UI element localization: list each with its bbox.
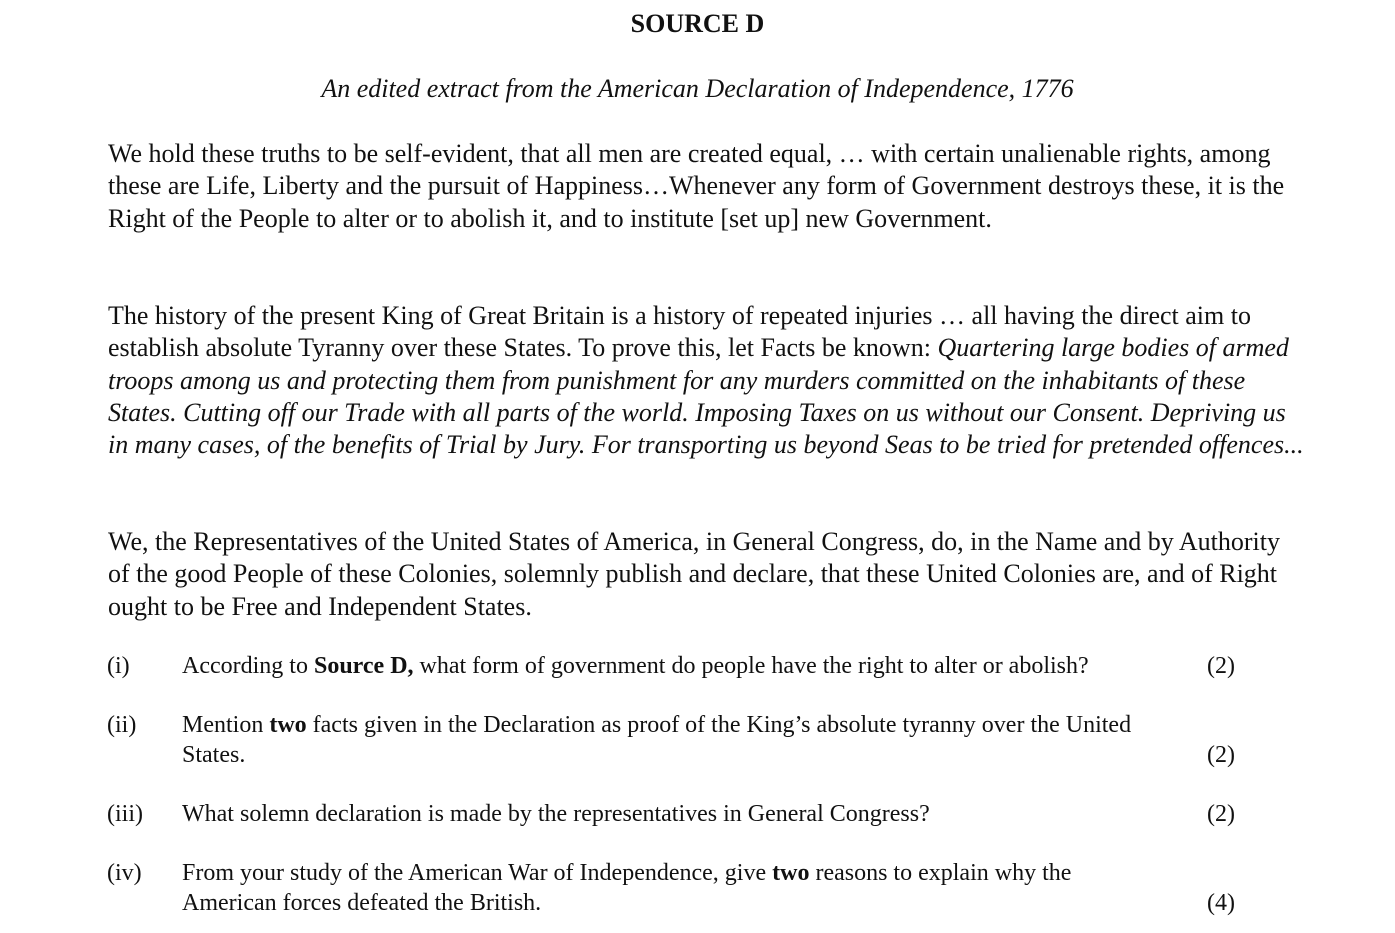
- question-text-part: Mention: [182, 712, 270, 738]
- question-text-part: what form of government do people have the right to alter or abolish?: [413, 653, 1089, 679]
- question-text-bold: two: [772, 860, 810, 886]
- question-text: [182, 651, 1142, 681]
- question-number: (iii): [107, 801, 143, 827]
- source-paragraph-3: We, the Representatives of the United States of America, in General Congress, do, in the Name and by Authority of the good People of these Colonies, solemnly publish and declare, that these United Colonies are, and of Right ought to be Free and Independent States.: [108, 527, 1280, 621]
- question-text-part: reasons to explain why the American forces defeated the British.: [182, 860, 1072, 916]
- source-subtitle: An edited extract from the American Declaration of Independence, 1776: [321, 74, 1074, 103]
- question-marks: (2): [1207, 653, 1235, 679]
- question-marks: (2): [1207, 801, 1235, 827]
- question-text-part: What solemn declaration is made by the representatives in General Congress?: [182, 801, 930, 827]
- question-marks: (2): [1207, 742, 1235, 768]
- question-text-bold: two: [269, 712, 307, 738]
- source-paragraph-2-italic: Quartering large bodies of armed troops among us and protecting them from punishment for any murders committed on the inhabitants of these States. Cutting off our Trade with all parts of the world. Imposing Taxes on us without our Consent. Depriving us in many cases, of the benefits of Trial by Jury. For transporting us beyond Seas to be tried for pretended offences...: [108, 333, 1304, 460]
- source-paragraph-1: We hold these truths to be self-evident, that all men are created equal, … with certain unalienable rights, among these are Life, Liberty and the pursuit of Happiness…Whenever any form of Government destroys these, it is the Right of the People to alter or to abolish it, and to institute [set up] new Government.: [108, 139, 1285, 233]
- question-text: [182, 710, 1142, 770]
- source-paragraph-2-plain: The history of the present King of Great Britain is a history of repeated injuries … all having the direct aim to establish absolute Tyranny over these States. To prove this, let Facts be known:: [108, 301, 1251, 363]
- source-heading: SOURCE D: [630, 9, 765, 38]
- question-marks: (4): [1207, 890, 1235, 916]
- question-number: (iv): [107, 860, 142, 886]
- source-paragraph-2: [108, 300, 1308, 461]
- question-text-part: From your study of the American War of Independence, give: [182, 860, 773, 886]
- question-text: [182, 799, 1142, 829]
- question-text-part: According to: [182, 653, 314, 679]
- question-number: (i): [107, 653, 130, 679]
- question-text-bold: Source D,: [313, 653, 414, 679]
- question-number: (ii): [107, 712, 137, 738]
- question-text-part: facts given in the Declaration as proof of the King’s absolute tyranny over the United States.: [182, 712, 1132, 768]
- question-text: [182, 858, 1142, 918]
